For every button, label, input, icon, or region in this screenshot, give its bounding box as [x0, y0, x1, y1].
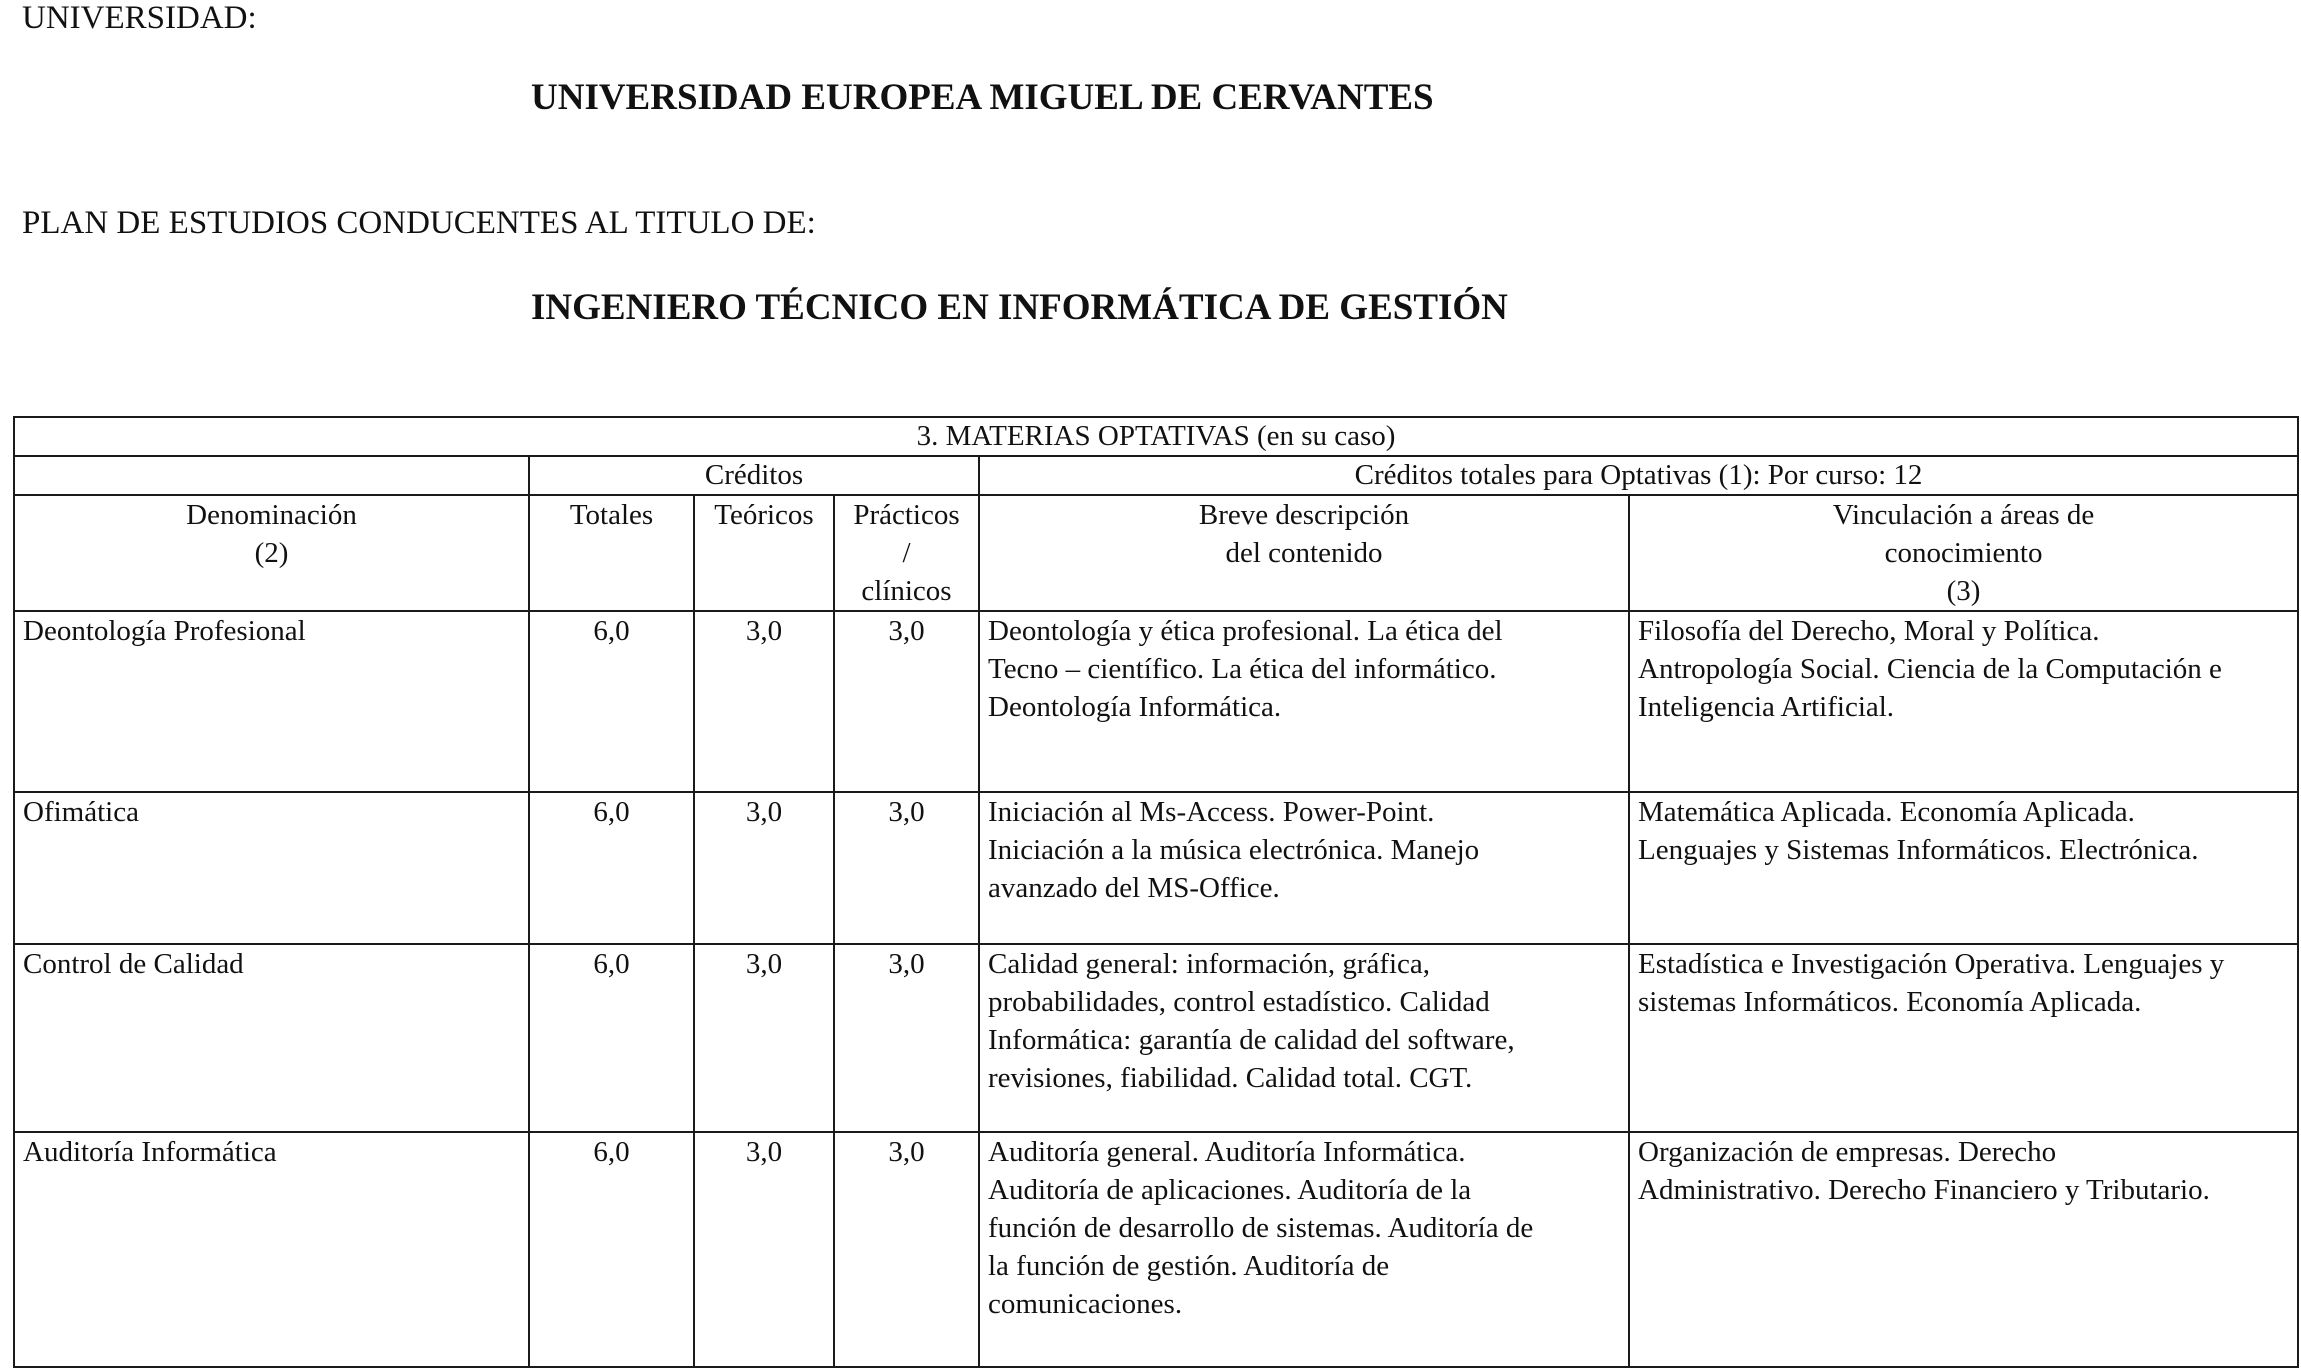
col-header-teoricos: Teóricos — [694, 495, 834, 611]
col-header-vinculacion: Vinculación a áreas de conocimiento (3) — [1629, 495, 2298, 611]
totales-cell: 6,0 — [529, 611, 694, 792]
vinculacion-cell: Matemática Aplicada. Economía Aplicada. Lenguajes y Sistemas Informáticos. Electrónica. — [1629, 792, 2298, 944]
practicos-cell: 3,0 — [834, 944, 979, 1132]
creditos-group-header: Créditos — [529, 456, 979, 495]
teoricos-cell: 3,0 — [694, 611, 834, 792]
university-name: UNIVERSIDAD EUROPEA MIGUEL DE CERVANTES — [531, 77, 1434, 118]
col-header-totales: Totales — [529, 495, 694, 611]
table-row — [14, 792, 2298, 944]
vinculacion-cell: Filosofía del Derecho, Moral y Política. Antropología Social. Ciencia de la Computación e Inteligencia Artificial. — [1629, 611, 2298, 792]
plan-label: PLAN DE ESTUDIOS CONDUCENTES AL TITULO DE: — [22, 205, 816, 241]
practicos-cell: 3,0 — [834, 792, 979, 944]
empty-cell — [14, 456, 529, 495]
optativas-total-header: Créditos totales para Optativas (1): Por curso: 12 — [979, 456, 2298, 495]
table-row — [14, 944, 2298, 1132]
practicos-cell: 3,0 — [834, 611, 979, 792]
col-header-practicos: Prácticos / clínicos — [834, 495, 979, 611]
degree-title: INGENIERO TÉCNICO EN INFORMÁTICA DE GESTIÓN — [531, 287, 1508, 328]
totales-cell: 6,0 — [529, 944, 694, 1132]
col-header-denominacion: Denominación (2) — [14, 495, 529, 611]
denominacion-cell: Ofimática — [14, 792, 529, 944]
col-header-descripcion: Breve descripción del contenido — [979, 495, 1629, 611]
totales-cell: 6,0 — [529, 792, 694, 944]
denominacion-cell: Control de Calidad — [14, 944, 529, 1132]
optativas-table — [13, 416, 2299, 1368]
teoricos-cell: 3,0 — [694, 944, 834, 1132]
descripcion-cell: Calidad general: información, gráfica, probabilidades, control estadístico. Calidad Informática: garantía de calidad del software, revisiones, fiabilidad. Calidad total. CGT. — [979, 944, 1629, 1132]
practicos-cell: 3,0 — [834, 1132, 979, 1367]
vinculacion-cell: Organización de empresas. Derecho Administrativo. Derecho Financiero y Tributario. — [1629, 1132, 2298, 1367]
university-label: UNIVERSIDAD: — [22, 0, 257, 36]
teoricos-cell: 3,0 — [694, 1132, 834, 1367]
descripcion-cell: Iniciación al Ms-Access. Power-Point. Iniciación a la música electrónica. Manejo avanzado del MS-Office. — [979, 792, 1629, 944]
descripcion-cell: Auditoría general. Auditoría Informática. Auditoría de aplicaciones. Auditoría de la función de desarrollo de sistemas. Auditoría de la función de gestión. Auditoría de comunicaciones. — [979, 1132, 1629, 1367]
denominacion-cell: Auditoría Informática — [14, 1132, 529, 1367]
descripcion-cell: Deontología y ética profesional. La ética del Tecno – científico. La ética del informático. Deontología Informática. — [979, 611, 1629, 792]
table-row — [14, 1132, 2298, 1367]
teoricos-cell: 3,0 — [694, 792, 834, 944]
table-row — [14, 611, 2298, 792]
totales-cell: 6,0 — [529, 1132, 694, 1367]
vinculacion-cell: Estadística e Investigación Operativa. Lenguajes y sistemas Informáticos. Economía Aplicada. — [1629, 944, 2298, 1132]
denominacion-cell: Deontología Profesional — [14, 611, 529, 792]
section-title: 3. MATERIAS OPTATIVAS (en su caso) — [14, 417, 2298, 456]
